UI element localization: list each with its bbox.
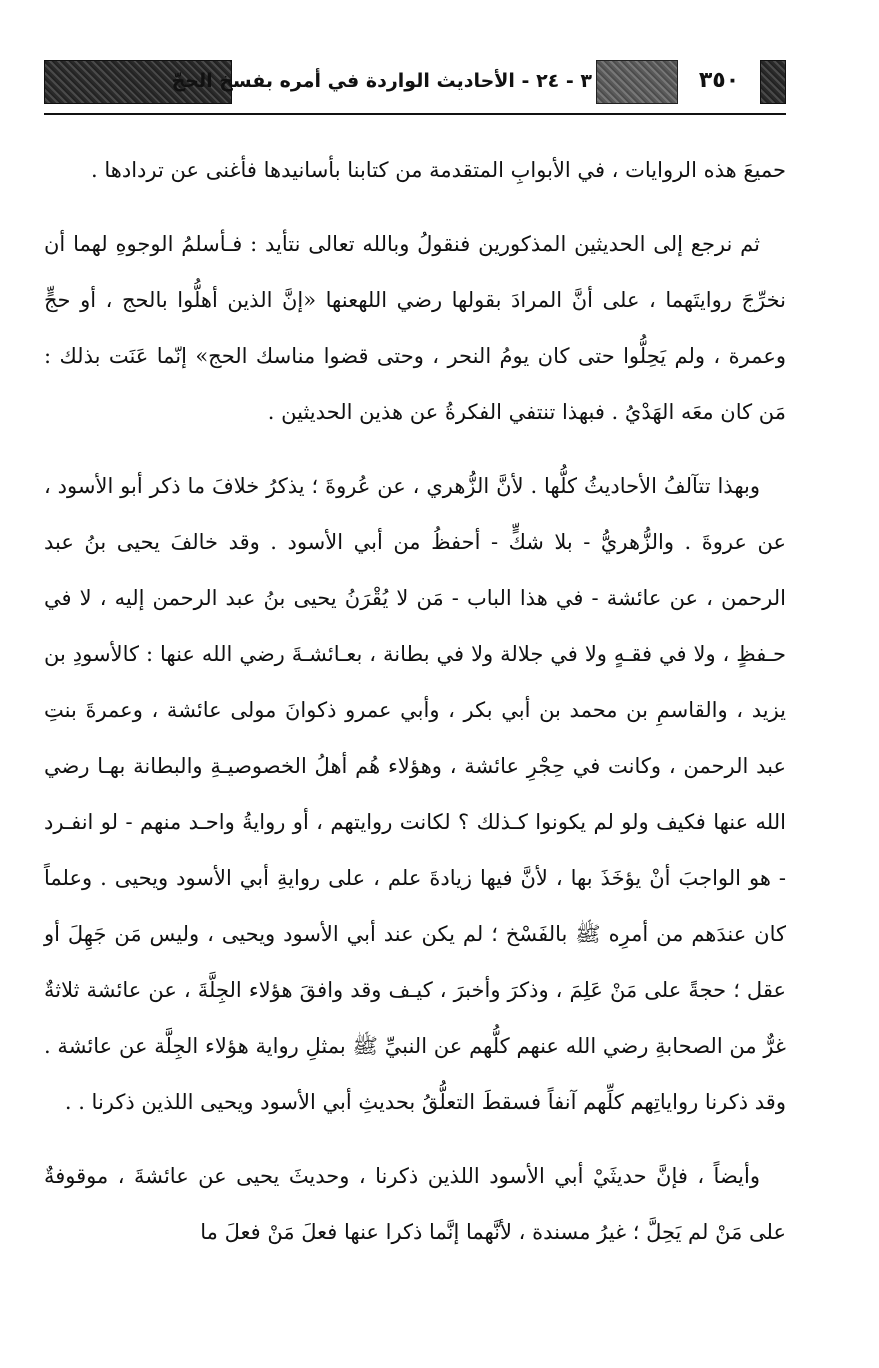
body-text — [44, 142, 786, 1278]
paragraph: وبهذا تتآلفُ الأحاديثُ كلُّها . لأنَّ الزُّهري ، عن عُروةَ ؛ يذكرُ خلافَ ما ذكر أبو الأسود ، عن عروةَ . والزُّهريُّ - بلا شكٍّ - أحفظُ من أبي الأسود . وقد خالفَ يحيى بنُ عبد الرحمن ، عن عائشة - في هذا الباب - مَن لا يُقْرَنُ يحيى بنُ عبد الرحمن إليه ، لا في حـفظٍ ، ولا في فقـهٍ ولا في جلالة ولا في بطانة ، بعـائشـةَ رضي الله عنها : كالأسودِ بن يزيد ، والقاسمِ بن محمد بن أبي بكر ، وأبي عمرو ذكوانَ مولى عائشة ، وعمرةَ بنتِ عبد الرحمن ، وكانت في حِجْرِ عائشة ، وهؤلاء هُم أهلُ الخصوصيـةِ والبطانة بهـا رضي الله عنها فكيف ولو لم يكونوا كـذلك ؟ لكانت روايتهم ، أو روايةُ واحـد منهم - لو انفـرد - هو الواجبَ أنْ يؤخَذَ بها ، لأنَّ فيها زيادةَ علم ، على روايةِ أبي الأسود ويحيى . وعلماً كان عندَهم من أمرِه ﷺ بالفَسْخ ؛ لم يكن عند أبي الأسود ويحيى ، وليس مَن جَهِلَ أو عقل ؛ حجةً على مَنْ عَلِمَ ، وذكرَ وأخبرَ ، كيـف وقد وافقَ هؤلاء الجِلَّةَ ، عن عائشة ثلاثةٌ غرٌّ من الصحابةِ رضي الله عنهم كلُّهم عن النبيِّ ﷺ بمثلِ رواية هؤلاء الجِلَّة عن عائشة . وقد ذكرنا رواياتِهم كلِّهم آنفاً فسقطَ التعلُّقُ بحديثِ أبي الأسود ويحيى اللذين ذكرنا . . — [44, 474, 786, 1114]
header-decorative-bar-middle — [596, 60, 678, 104]
paragraph: وأيضاً ، فإنَّ حديثَيْ أبي الأسود اللذين ذكرنا ، وحديثَ يحيى عن عائشةَ ، موقوفةٌ على مَنْ لم يَحِلَّ ؛ غيرُ مسندة ، لأنَّهما إنَّما ذكرا عنها فعلَ مَنْ فعلَ ما — [44, 1164, 786, 1244]
paragraph: ثم نرجع إلى الحديثين المذكورين فنقولُ وبالله تعالى نتأيد : فـأسلمُ الوجوهِ لهما أن نخرِّجَ روايتَهما ، على أنَّ المرادَ بقولها رضي اللهعنها «إنَّ الذين أهلُّوا بالحج ، أو حجٍّ وعمرة ، ولم يَحِلُّوا حتى كان يومُ النحر ، وحتى قضوا مناسك الحج» إنّما عَنَت بذلك : مَن كان معَه الهَدْيُ . فبهذا تنتفي الفكرةُ عن هذين الحديثين . — [44, 232, 786, 424]
running-title: ٣ - ٢٤ - الأحاديث الواردة في أمره بفسخ الحجّ — [171, 70, 592, 92]
page-number: ٣٥٠ — [698, 68, 740, 93]
page-header — [44, 54, 786, 112]
header-divider — [44, 113, 786, 115]
paragraph: حميعَ هذه الروايات ، في الأبوابِ المتقدمة من كتابنا بأسانيدها فأغنى عن تردادها . — [91, 158, 786, 182]
header-decorative-bar-right — [760, 60, 786, 104]
